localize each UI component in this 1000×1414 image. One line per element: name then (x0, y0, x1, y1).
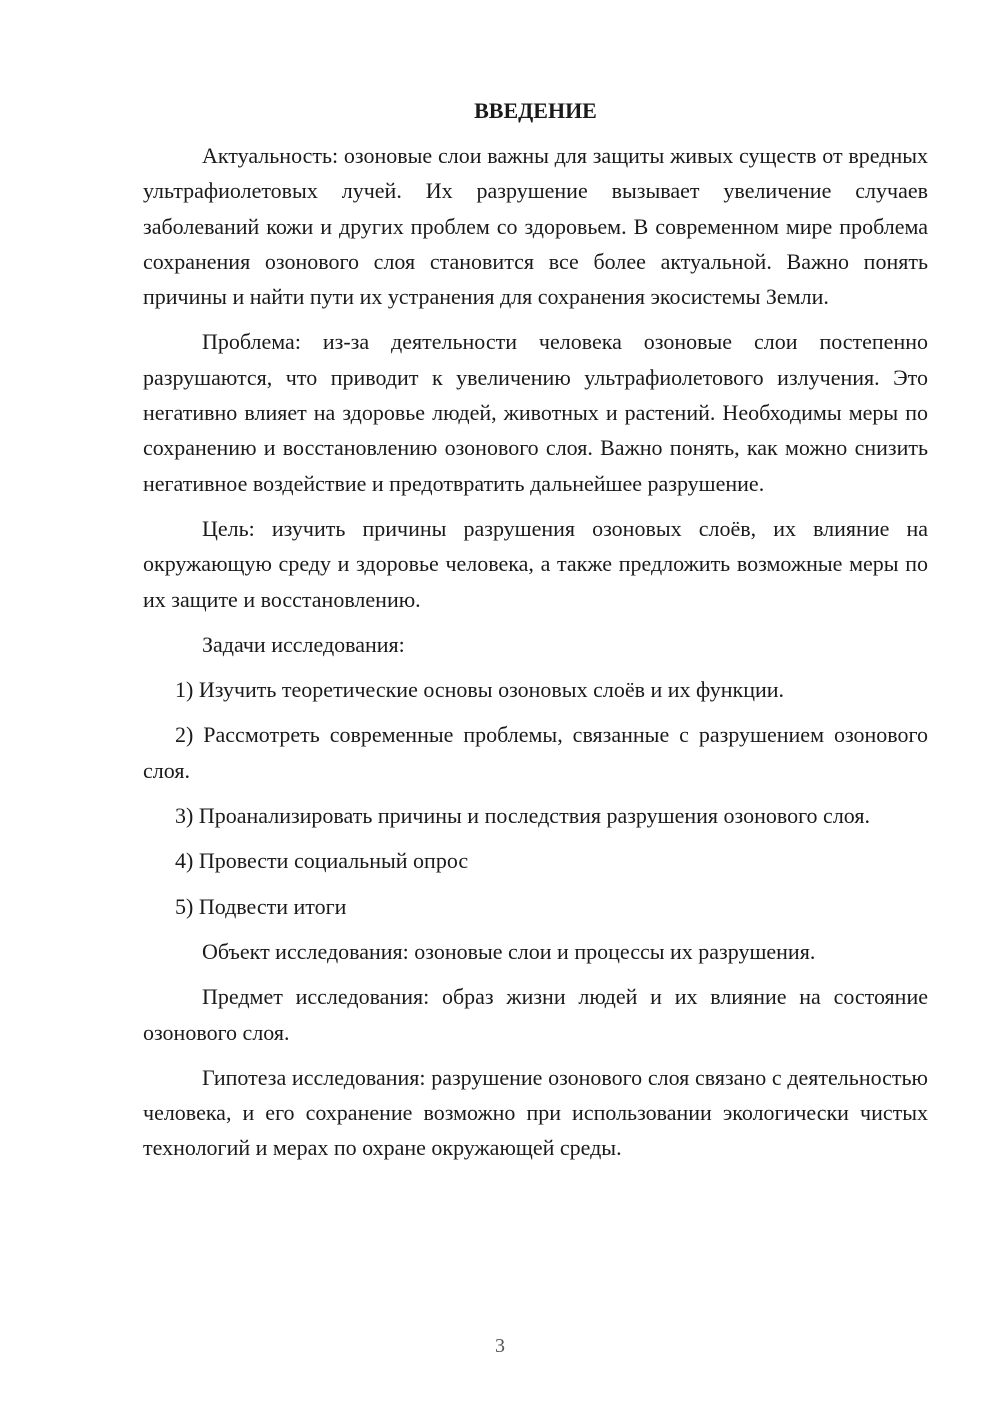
task-item: 4) Провести социальный опрос (175, 848, 469, 874)
paragraph-problem: Проблема: из-за деятельности человека озоновые слои постепенно разрушаются, что приводит к увеличению ультрафиолетового излучения. Это негативно влияет на здоровье людей, животных и растений. Необходимы меры по сохранению и восстановлению озонового слоя. Важно понять, как можно снизить негативное воздействие и предотвратить дальнейшее разрушение. (143, 329, 928, 496)
paragraph-hypothesis: Гипотеза исследования: разрушение озонового слоя связано с деятельностью человека, и его сохранение возможно при использовании экологически чистых технологий и мерах по охране окружающей среды. (143, 1064, 928, 1161)
section-title: ВВЕДЕНИЕ (474, 98, 597, 123)
page-content (143, 96, 928, 1176)
task-item: 5) Подвести итоги (175, 893, 347, 919)
task-item: 1) Изучить теоретические основы озоновых слоёв и их функции. (175, 677, 785, 703)
page-number: 3 (495, 1335, 505, 1357)
task-item: 3) Проанализировать причины и последствия разрушения озонового слоя. (175, 803, 870, 829)
paragraph-subject: Предмет исследования: образ жизни людей и их влияние на состояние озонового слоя. (143, 984, 928, 1045)
paragraph-tasks-heading: Задачи исследования: (202, 631, 405, 657)
paragraph-relevance: Актуальность: озоновые слои важны для защиты живых существ от вредных ультрафиолетовых лучей. Их разрушение вызывает увеличение случаев заболеваний кожи и других проблем со здоровьем. В современном мире проблема сохранения озонового слоя становится все более актуальной. Важно понять причины и найти пути их устранения для сохранения экосистемы Земли. (143, 143, 928, 310)
paragraph-object: Объект исследования: озоновые слои и процессы их разрушения. (202, 938, 816, 964)
task-item: 2) Рассмотреть современные проблемы, связанные с разрушением озонового слоя. (143, 722, 928, 783)
paragraph-goal: Цель: изучить причины разрушения озоновых слоёв, их влияние на окружающую среду и здоровье человека, а также предложить возможные меры по их защите и восстановлению. (143, 515, 928, 612)
